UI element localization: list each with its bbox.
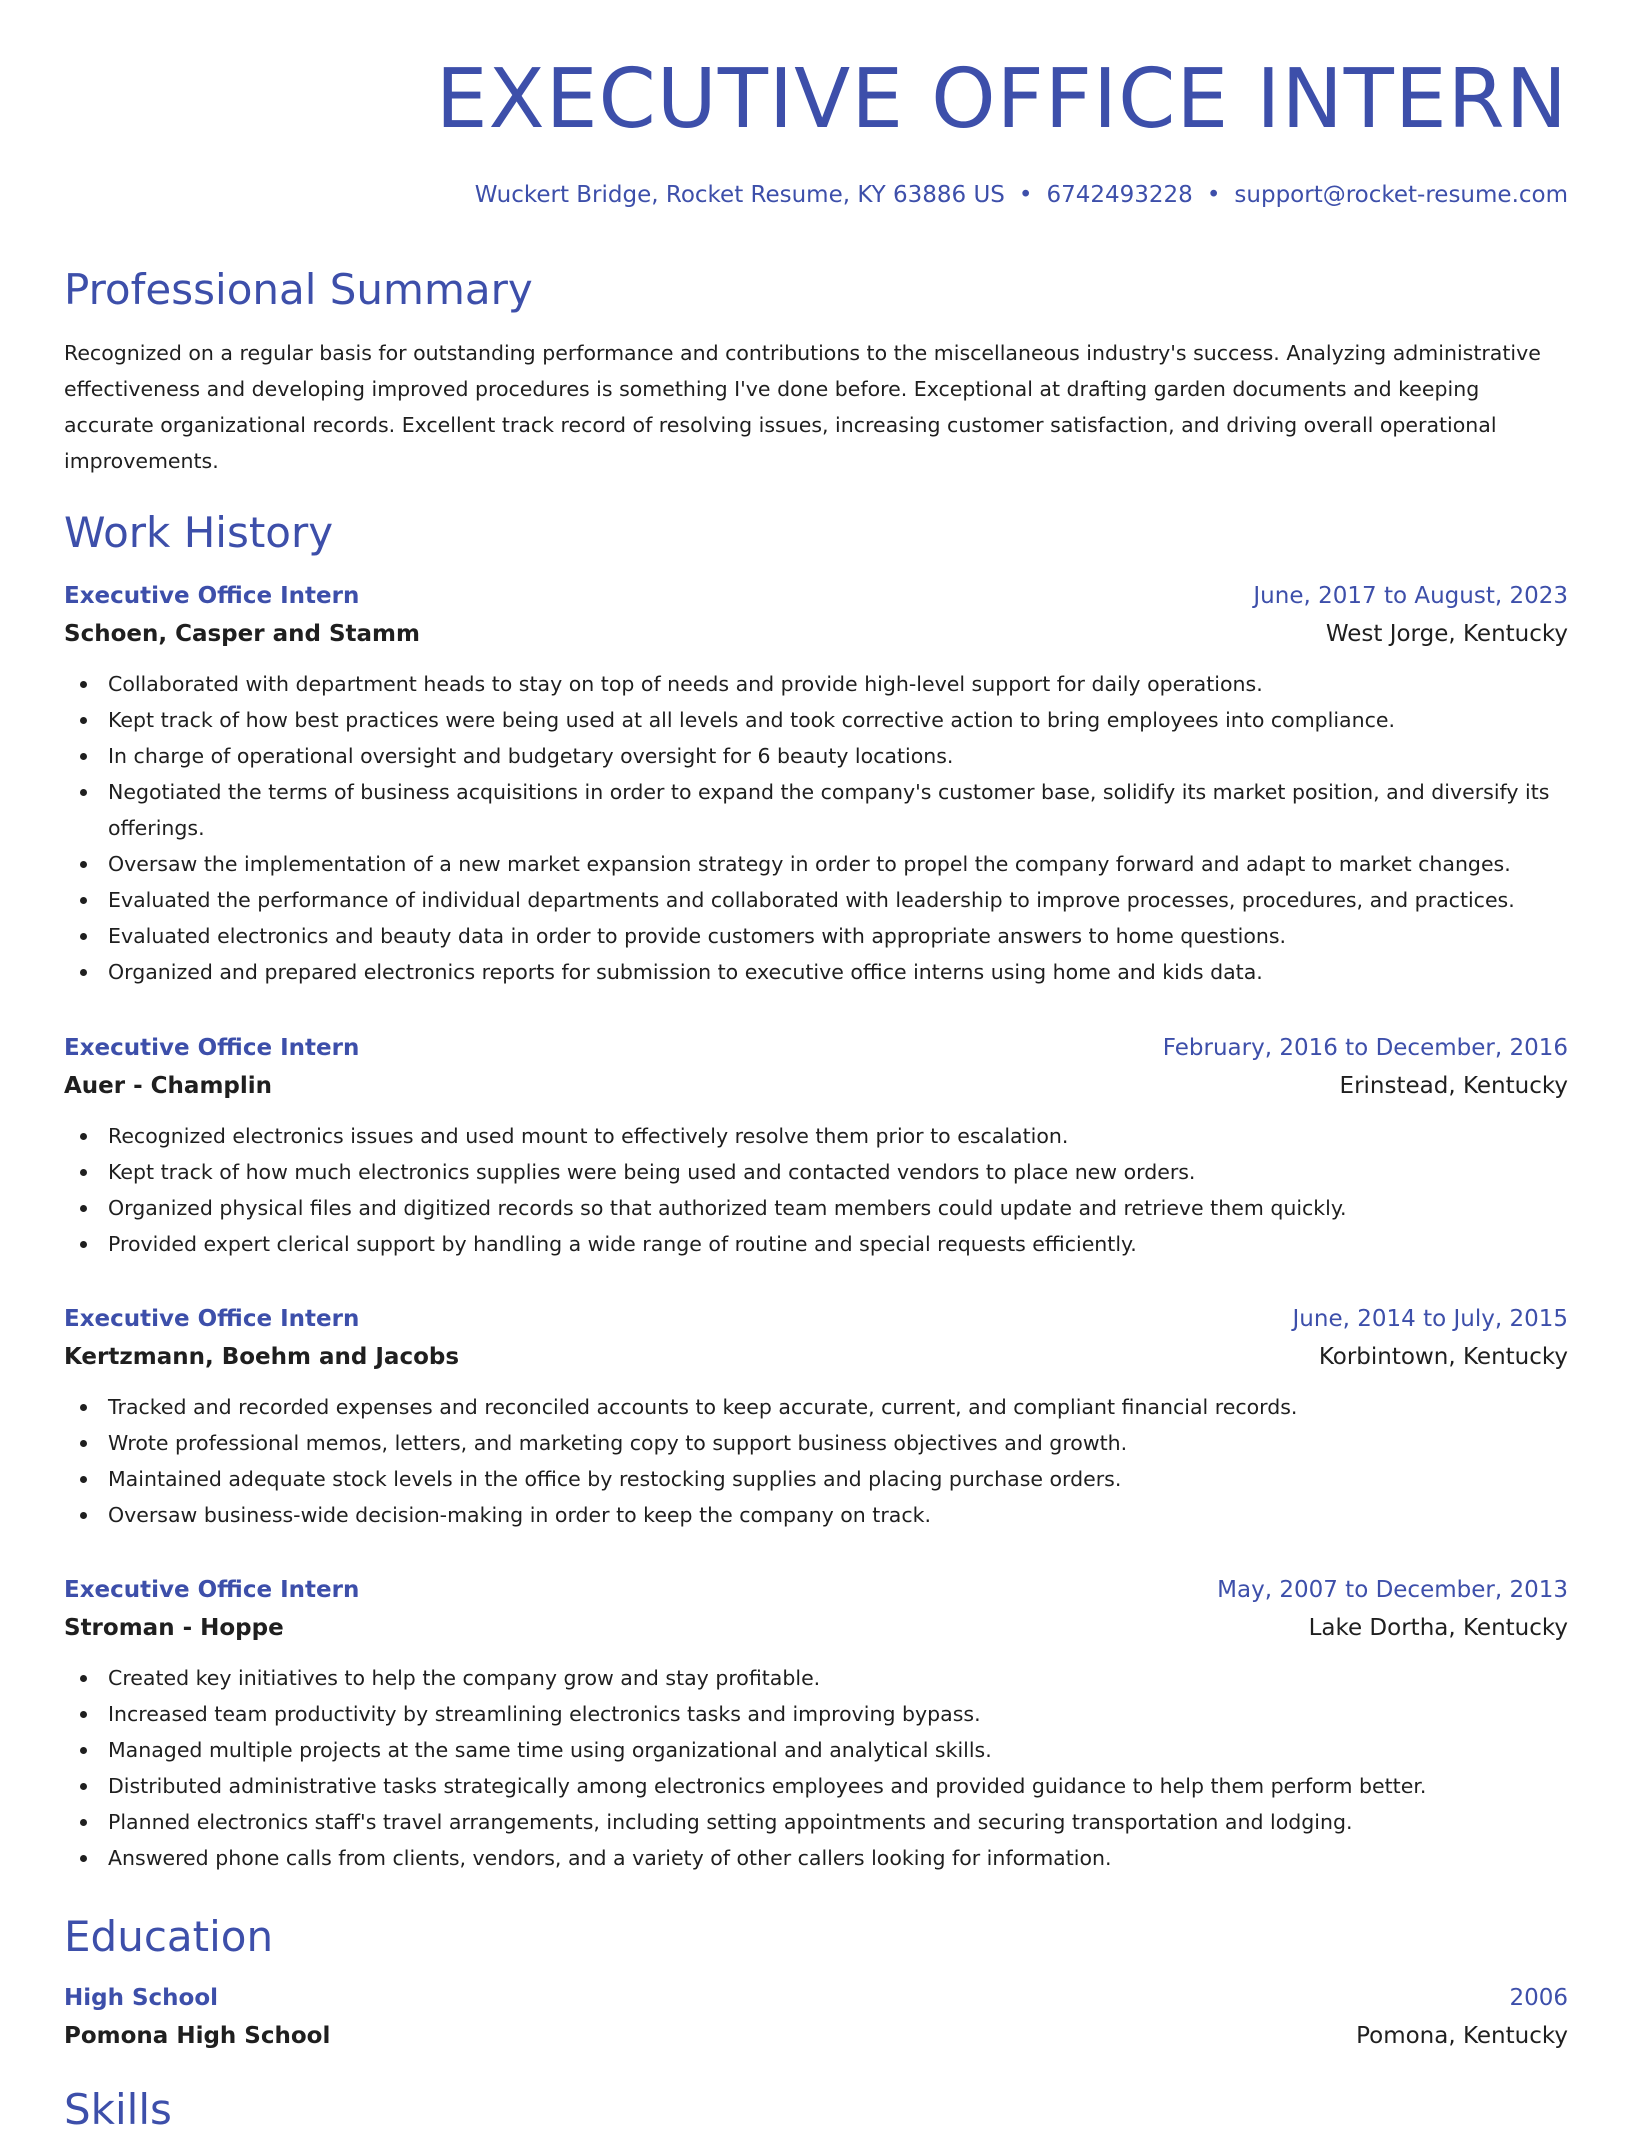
job-entry (64, 1572, 1568, 1876)
job-bullet: Wrote professional memos, letters, and marketing copy to support business objectives and growth. (64, 1425, 1568, 1461)
job-role: Executive Office Intern (64, 583, 360, 609)
education-year: 2006 (1509, 1985, 1568, 2011)
job-company: Stroman - Hoppe (64, 1615, 284, 1641)
job-location: Korbintown, Kentucky (1318, 1344, 1568, 1370)
job-entry (64, 1030, 1568, 1262)
job-bullet: Managed multiple projects at the same time using organizational and analytical skills. (64, 1732, 1568, 1768)
job-bullet: Kept track of how best practices were being used at all levels and took corrective action to bring employees into compliance. (64, 702, 1568, 738)
job-bullet: Negotiated the terms of business acquisitions in order to expand the company's customer base, solidify its market position, and diversify its offerings. (64, 774, 1568, 846)
job-bullet: Tracked and recorded expenses and reconciled accounts to keep accurate, current, and compliant financial records. (64, 1389, 1568, 1425)
job-bullet: In charge of operational oversight and budgetary oversight for 6 beauty locations. (64, 738, 1568, 774)
education-entry (64, 1980, 1568, 2056)
job-bullet: Organized physical files and digitized records so that authorized team members could update and retrieve them quickly. (64, 1190, 1568, 1226)
job-company: Kertzmann, Boehm and Jacobs (64, 1344, 460, 1370)
job-dates: June, 2014 to July, 2015 (1292, 1306, 1568, 1332)
job-role: Executive Office Intern (64, 1035, 360, 1061)
job-bullet: Maintained adequate stock levels in the office by restocking supplies and placing purchase orders. (64, 1461, 1568, 1497)
contact-separator: • (1018, 182, 1033, 208)
contact-line (475, 180, 1568, 210)
summary-heading: Professional Summary (64, 265, 533, 314)
job-bullet: Planned electronics staff's travel arrangements, including setting appointments and securing transportation and lodging. (64, 1804, 1568, 1840)
education-location: Pomona, Kentucky (1356, 2023, 1568, 2049)
summary-text: Recognized on a regular basis for outstanding performance and contributions to the miscellaneous industry's success. Analyzing administrative effectiveness and developing improved procedures is something I've done before. Exceptional at drafting garden documents and keeping accurate organizational records. Excellent track record of resolving issues, increasing customer satisfaction, and driving overall operational improvements. (64, 341, 1541, 473)
job-entry (64, 1301, 1568, 1533)
job-location: Erinstead, Kentucky (1339, 1073, 1568, 1099)
work-history-heading: Work History (64, 508, 334, 557)
job-bullets (64, 1389, 1568, 1533)
job-dates: February, 2016 to December, 2016 (1162, 1035, 1568, 1061)
job-location: West Jorge, Kentucky (1325, 621, 1568, 647)
job-bullets (64, 1660, 1568, 1876)
job-entry (64, 578, 1568, 990)
job-location: Lake Dortha, Kentucky (1308, 1615, 1568, 1641)
job-bullet: Organized and prepared electronics reports for submission to executive office interns using home and kids data. (64, 954, 1568, 990)
job-company: Schoen, Casper and Stamm (64, 621, 420, 647)
resume-name: EXECUTIVE OFFICE INTERN (435, 52, 1568, 147)
job-bullet: Evaluated electronics and beauty data in order to provide customers with appropriate answers to home questions. (64, 918, 1568, 954)
contact-phone: 6742493228 (1046, 182, 1193, 208)
job-company: Auer - Champlin (64, 1073, 273, 1099)
education-school: Pomona High School (64, 2023, 331, 2049)
education-heading: Education (64, 1912, 274, 1961)
job-dates: May, 2007 to December, 2013 (1217, 1577, 1568, 1603)
job-bullet: Kept track of how much electronics supplies were being used and contacted vendors to place new orders. (64, 1154, 1568, 1190)
job-bullet: Collaborated with department heads to stay on top of needs and provide high-level support for daily operations. (64, 666, 1568, 702)
job-role: Executive Office Intern (64, 1577, 360, 1603)
contact-email: support@rocket-resume.com (1234, 182, 1568, 208)
education-degree: High School (64, 1985, 219, 2011)
job-bullet: Oversaw the implementation of a new market expansion strategy in order to propel the company forward and adapt to market changes. (64, 846, 1568, 882)
job-bullet: Distributed administrative tasks strategically among electronics employees and provided guidance to help them perform better. (64, 1768, 1568, 1804)
job-role: Executive Office Intern (64, 1306, 360, 1332)
job-bullet: Oversaw business-wide decision-making in order to keep the company on track. (64, 1497, 1568, 1533)
skills-heading: Skills (64, 2085, 172, 2134)
job-bullets (64, 1118, 1568, 1262)
job-bullet: Evaluated the performance of individual departments and collaborated with leadership to improve processes, procedures, and practices. (64, 882, 1568, 918)
job-bullet: Answered phone calls from clients, vendors, and a variety of other callers looking for information. (64, 1840, 1568, 1876)
job-bullet: Increased team productivity by streamlining electronics tasks and improving bypass. (64, 1696, 1568, 1732)
job-bullets (64, 666, 1568, 990)
contact-separator: • (1206, 182, 1221, 208)
job-bullet: Provided expert clerical support by handling a wide range of routine and special requests efficiently. (64, 1226, 1568, 1262)
job-dates: June, 2017 to August, 2023 (1253, 583, 1568, 609)
job-bullet: Recognized electronics issues and used mount to effectively resolve them prior to escalation. (64, 1118, 1568, 1154)
job-bullet: Created key initiatives to help the company grow and stay profitable. (64, 1660, 1568, 1696)
contact-address: Wuckert Bridge, Rocket Resume, KY 63886 US (474, 182, 1005, 208)
